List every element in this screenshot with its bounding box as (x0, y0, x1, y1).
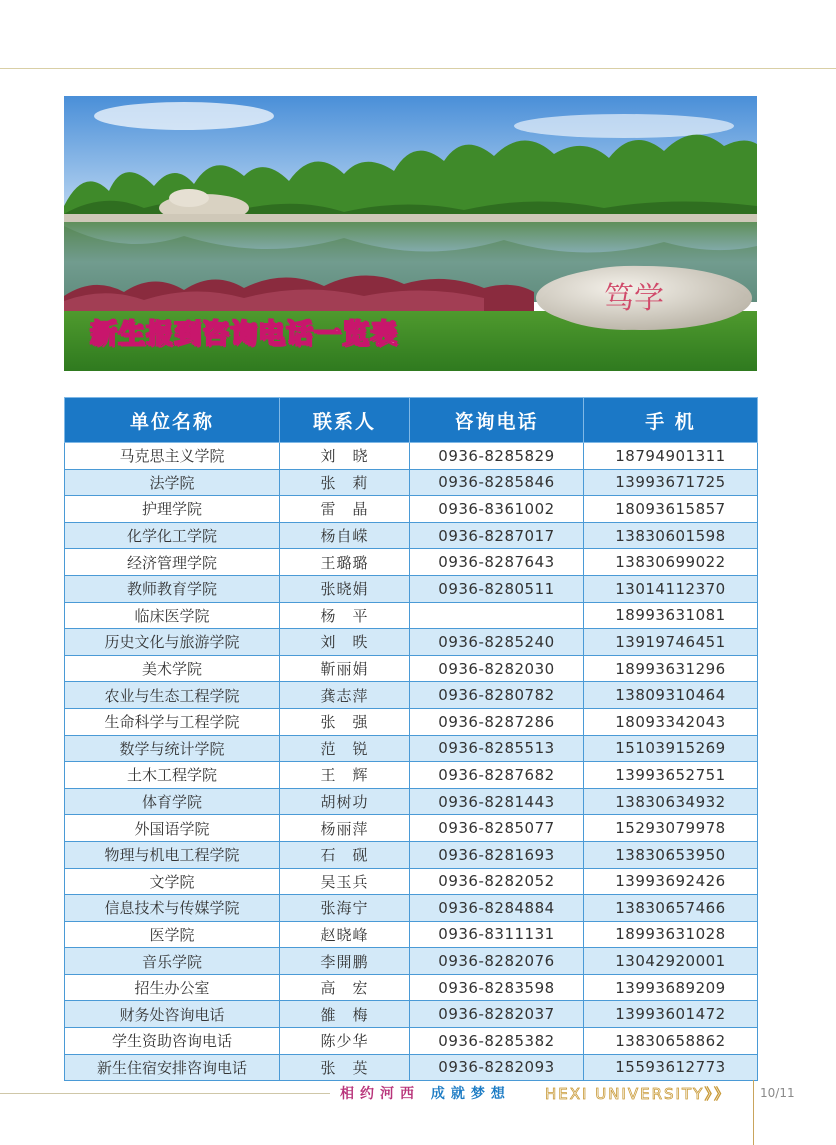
banner-photo (64, 96, 757, 371)
contact-cell: 石 砚 (280, 841, 410, 868)
phone-cell: 0936-8282076 (410, 948, 584, 975)
unit-cell: 物理与机电工程学院 (65, 841, 280, 868)
mobile-cell: 18993631081 (584, 602, 758, 629)
table-row (65, 735, 758, 762)
table-row (65, 815, 758, 842)
contact-cell: 张 强 (280, 708, 410, 735)
contact-cell: 王璐璐 (280, 549, 410, 576)
slogan-part1: 相约河西 (340, 1086, 420, 1102)
phone-cell: 0936-8282052 (410, 868, 584, 895)
table-row (65, 443, 758, 470)
table-row (65, 629, 758, 656)
unit-cell: 学生资助咨询电话 (65, 1028, 280, 1055)
contact-cell: 张 英 (280, 1054, 410, 1081)
phone-cell: 0936-8287682 (410, 762, 584, 789)
contact-cell: 胡树功 (280, 788, 410, 815)
mobile-cell: 13919746451 (584, 629, 758, 656)
table-row (65, 841, 758, 868)
footer-rule (0, 1093, 330, 1094)
unit-cell: 教师教育学院 (65, 575, 280, 602)
phone-cell: 0936-8281693 (410, 841, 584, 868)
phone-cell: 0936-8285240 (410, 629, 584, 656)
unit-cell: 美术学院 (65, 655, 280, 682)
contact-cell: 赵晓峰 (280, 921, 410, 948)
table-body (65, 443, 758, 1081)
unit-cell: 临床医学院 (65, 602, 280, 629)
mobile-cell: 13014112370 (584, 575, 758, 602)
phone-cell: 0936-8280511 (410, 575, 584, 602)
contact-cell: 王 辉 (280, 762, 410, 789)
contact-cell: 范 锐 (280, 735, 410, 762)
contact-cell: 张晓娟 (280, 575, 410, 602)
table-row (65, 762, 758, 789)
mobile-cell: 13993601472 (584, 1001, 758, 1028)
table-row (65, 469, 758, 496)
contact-cell: 陈少华 (280, 1028, 410, 1055)
footer (0, 1080, 836, 1106)
table-row (65, 1001, 758, 1028)
unit-cell: 护理学院 (65, 496, 280, 523)
table-row (65, 708, 758, 735)
mobile-cell: 18093615857 (584, 496, 758, 523)
contact-table (64, 397, 757, 1081)
phone-cell: 0936-8283598 (410, 974, 584, 1001)
mobile-cell: 13830658862 (584, 1028, 758, 1055)
unit-cell: 音乐学院 (65, 948, 280, 975)
university-name (545, 1083, 731, 1104)
contact-cell: 杨丽萍 (280, 815, 410, 842)
mobile-cell: 13830634932 (584, 788, 758, 815)
table-row (65, 496, 758, 523)
unit-cell: 体育学院 (65, 788, 280, 815)
unit-cell: 新生住宿安排咨询电话 (65, 1054, 280, 1081)
mobile-cell: 18993631296 (584, 655, 758, 682)
unit-cell: 农业与生态工程学院 (65, 682, 280, 709)
table-row (65, 682, 758, 709)
table-row (65, 895, 758, 922)
unit-cell: 信息技术与传媒学院 (65, 895, 280, 922)
table-row (65, 868, 758, 895)
table-row (65, 948, 758, 975)
mobile-cell: 13830657466 (584, 895, 758, 922)
stone-inscription: 笃学 (604, 281, 664, 316)
contact-cell: 龚志萍 (280, 682, 410, 709)
phone-cell: 0936-8281443 (410, 788, 584, 815)
unit-cell: 外国语学院 (65, 815, 280, 842)
phone-cell: 0936-8361002 (410, 496, 584, 523)
table-header-row (65, 398, 758, 443)
mobile-cell: 15593612773 (584, 1054, 758, 1081)
phone-cell: 0936-8282037 (410, 1001, 584, 1028)
header-unit: 单位名称 (65, 398, 280, 443)
table-row (65, 602, 758, 629)
phone-cell (410, 602, 584, 629)
unit-cell: 法学院 (65, 469, 280, 496)
phone-cell: 0936-8287643 (410, 549, 584, 576)
page-number: 10/11 (760, 1086, 795, 1100)
table-row (65, 655, 758, 682)
mobile-cell: 13993671725 (584, 469, 758, 496)
phone-cell: 0936-8284884 (410, 895, 584, 922)
contact-cell: 雷 晶 (280, 496, 410, 523)
table-row (65, 575, 758, 602)
mobile-cell: 13993692426 (584, 868, 758, 895)
mobile-cell: 15103915269 (584, 735, 758, 762)
phone-cell: 0936-8285513 (410, 735, 584, 762)
unit-cell: 历史文化与旅游学院 (65, 629, 280, 656)
table-row (65, 921, 758, 948)
contact-cell: 李開鹏 (280, 948, 410, 975)
mobile-cell: 18093342043 (584, 708, 758, 735)
mobile-cell: 13042920001 (584, 948, 758, 975)
mobile-cell: 13993689209 (584, 974, 758, 1001)
unit-cell: 经济管理学院 (65, 549, 280, 576)
unit-cell: 数学与统计学院 (65, 735, 280, 762)
table-row (65, 974, 758, 1001)
unit-cell: 土木工程学院 (65, 762, 280, 789)
top-rule (0, 68, 836, 69)
contact-cell: 高 宏 (280, 974, 410, 1001)
footer-slogan (340, 1083, 511, 1103)
contact-cell: 雒 梅 (280, 1001, 410, 1028)
mobile-cell: 13830653950 (584, 841, 758, 868)
chevron-right-icon: 》》 (704, 1085, 731, 1103)
contact-cell: 刘 晓 (280, 443, 410, 470)
phone-cell: 0936-8285829 (410, 443, 584, 470)
table-row (65, 549, 758, 576)
mobile-cell: 13830601598 (584, 522, 758, 549)
slogan-part2: 成就梦想 (430, 1086, 511, 1102)
mobile-cell: 18794901311 (584, 443, 758, 470)
unit-cell: 文学院 (65, 868, 280, 895)
mobile-cell: 13830699022 (584, 549, 758, 576)
phone-cell: 0936-8287286 (410, 708, 584, 735)
mobile-cell: 18993631028 (584, 921, 758, 948)
phone-cell: 0936-8285077 (410, 815, 584, 842)
contact-cell: 杨 平 (280, 602, 410, 629)
contact-cell: 杨自嵘 (280, 522, 410, 549)
phone-cell: 0936-8282093 (410, 1054, 584, 1081)
phone-cell: 0936-8285382 (410, 1028, 584, 1055)
unit-cell: 生命科学与工程学院 (65, 708, 280, 735)
unit-cell: 医学院 (65, 921, 280, 948)
mobile-cell: 13809310464 (584, 682, 758, 709)
page-separator (753, 1080, 754, 1145)
contact-cell: 刘 昳 (280, 629, 410, 656)
header-contact: 联系人 (280, 398, 410, 443)
contact-cell: 靳丽娟 (280, 655, 410, 682)
phone-cell: 0936-8311131 (410, 921, 584, 948)
unit-cell: 财务处咨询电话 (65, 1001, 280, 1028)
phone-cell: 0936-8280782 (410, 682, 584, 709)
contact-cell: 张海宁 (280, 895, 410, 922)
phone-cell: 0936-8285846 (410, 469, 584, 496)
unit-cell: 化学化工学院 (65, 522, 280, 549)
phone-cell: 0936-8287017 (410, 522, 584, 549)
table-row (65, 1054, 758, 1081)
page-title: 新生报到咨询电话一览表 (90, 319, 398, 350)
mobile-cell: 15293079978 (584, 815, 758, 842)
university-text: HEXI UNIVERSITY (545, 1085, 705, 1103)
phone-cell: 0936-8282030 (410, 655, 584, 682)
header-mobile: 手 机 (584, 398, 758, 443)
contact-cell: 张 莉 (280, 469, 410, 496)
contact-cell: 吴玉兵 (280, 868, 410, 895)
unit-cell: 招生办公室 (65, 974, 280, 1001)
table-row (65, 788, 758, 815)
table-row (65, 522, 758, 549)
mobile-cell: 13993652751 (584, 762, 758, 789)
unit-cell: 马克思主义学院 (65, 443, 280, 470)
table-row (65, 1028, 758, 1055)
header-phone: 咨询电话 (410, 398, 584, 443)
